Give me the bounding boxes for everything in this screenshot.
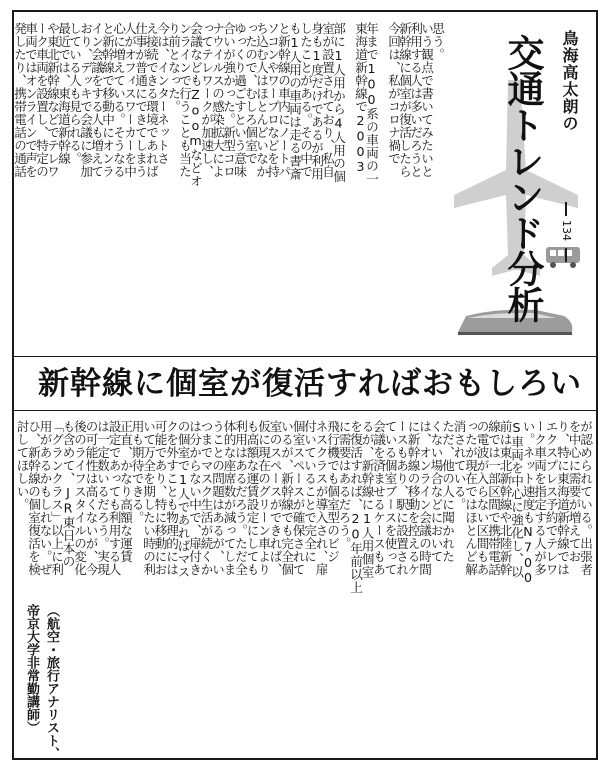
frame-top-rule <box>12 10 598 12</box>
body-bottom-line: ただ、他の人に聞かれた <box>440 420 455 563</box>
column-number-text: 134 <box>560 220 573 241</box>
body-bottom-line: ったが現在ではほとんど解 <box>463 420 478 576</box>
body-bottom-line: くない場合などにおいて <box>428 420 444 563</box>
body-top-line: ソコンやワープロなどを持 <box>265 22 280 178</box>
body-top-line: 新幹線に個室が復活したら <box>397 22 412 178</box>
body-top-line: 最近では、東海道新幹線 <box>56 22 71 165</box>
column-author: 鳥海高太朗の <box>560 30 579 132</box>
body-bottom-line: 仮に現在のグリーン車より <box>256 420 271 576</box>
body-bottom-line: に需要はあるだろう。 <box>336 420 352 550</box>
body-bottom-line: いて万全を期したい時の利 <box>141 420 156 576</box>
body-top-line: と新幹線で移動中にオンラ <box>100 22 115 178</box>
body-bottom-line: 用があるかもしれない。ぜ <box>37 420 53 576</box>
body-bottom-line: が認められている。出張者 <box>578 420 593 576</box>
body-bottom-line: も高額な運賃設定にしても <box>244 420 260 576</box>
body-bottom-line: 線では一部区間で携帯電話 <box>486 420 501 576</box>
body-bottom-line: 個室スペースが確保されて <box>290 420 306 576</box>
body-top-line: ってテレワークが加速し、 <box>199 22 214 178</box>
body-top-line: 心に増えている。そうなる <box>111 22 126 178</box>
body-bottom-line: 消されている。 <box>451 420 467 511</box>
body-bottom-line: るが、新幹線に1人用個室 <box>359 420 375 579</box>
body-top-line: ったので、むしろ個室で <box>243 22 258 165</box>
body-top-line: 思う。 <box>430 22 445 61</box>
body-bottom-line: は分からない中で、扉付き <box>187 420 202 576</box>
body-bottom-line: ーク車両を指定する人が多 <box>532 420 547 576</box>
frame-right-rule <box>596 10 598 760</box>
body-bottom-line: の個室で1人であればマス <box>175 420 191 579</box>
body-top-line: り前となった。 <box>166 22 181 113</box>
body-bottom-line: 「グランクラス」以上に利 <box>49 420 64 576</box>
column-header-box <box>448 20 590 346</box>
body-bottom-line: いるが、新幹線でも完全個 <box>279 420 294 576</box>
body-bottom-line: り、特に東海道新幹線では <box>555 420 570 576</box>
body-top-line: ゆっくり過ごすという意味 <box>232 22 247 178</box>
body-bottom-line: 会議を済ませるケースもあ <box>371 420 386 576</box>
body-top-line: イン会議をする人も増えて <box>89 22 104 178</box>
body-top-line: 合いが強かった。新型コロ <box>221 22 236 178</box>
body-bottom-line: エクスプレス予約でテレワ <box>543 420 559 576</box>
number-bottom-rule <box>565 248 567 262</box>
body-bottom-line: 可能であり、特に移動にお <box>152 420 168 576</box>
body-bottom-line: 飛行機でも個室型のビジ <box>325 420 340 563</box>
body-top-line: ンラインで行うことも当た <box>177 22 192 178</box>
body-bottom-line: に新幹線の移動を控えるケ <box>405 420 421 576</box>
body-bottom-line: ひ、新幹線の個室復活を検 <box>26 420 41 576</box>
body-bottom-line: 利用はあるだろう。ただ全 <box>233 420 248 576</box>
body-bottom-line: は一定数いるだろう。実現 <box>95 420 110 576</box>
body-bottom-line: の可能性は高くないが、今 <box>83 420 99 576</box>
body-bottom-line: の電波が入らない区間もあ <box>474 420 490 576</box>
body-top-line: ーク車両を設置し、特定の <box>34 22 49 178</box>
body-bottom-line: クを外すことも物理的には <box>164 420 179 576</box>
body-bottom-line: 室のスペースができれば、 <box>267 420 283 576</box>
headline-top-rule <box>14 356 596 357</box>
body-top-line <box>347 22 358 344</box>
number-top-rule <box>565 202 567 216</box>
body-bottom-line: い。ネット速度もN700 <box>520 420 536 586</box>
body-top-line: 車両ではオンラインで声を <box>23 22 38 178</box>
body-top-line: 年まで100系の車両の一 <box>364 22 379 186</box>
body-top-line: したことがある。その中で <box>298 22 313 178</box>
body-top-line: 人がオフィスワーカーを中 <box>122 22 137 178</box>
body-top-line: している人も見られる。 <box>67 22 82 165</box>
body-top-line: 身も1度だけであるが利用 <box>309 22 324 181</box>
body-bottom-line: 前は東北新幹線や北陸新幹 <box>497 420 513 576</box>
body-top-line: 室が設置されており、私自 <box>320 22 335 178</box>
body-bottom-line: うことの問題はあるが、い <box>210 420 225 576</box>
body-bottom-line: ネスクラスが導入され、扉 <box>313 420 329 576</box>
body-bottom-line: 討してほしい。 <box>14 420 30 511</box>
frame-bottom-rule <box>12 758 598 760</box>
body-bottom-line: つまでマスク生活が続くか <box>198 420 214 576</box>
body-bottom-line: ースもあり、駅に設置され <box>394 420 409 576</box>
body-top-line: ナウイルスの感染拡大によ <box>210 22 225 178</box>
body-top-line: 今回は、私がコロナ禍で <box>386 22 401 165</box>
body-top-line: 会議などもZoomなどオ <box>188 22 203 188</box>
body-bottom-line: 体的な座席数が減ってしま <box>221 420 237 576</box>
body-top-line: 発したり、携帯電話の通話 <box>12 22 27 178</box>
body-bottom-line: 設定であっても利用する人 <box>106 420 122 576</box>
body-bottom-line: 正直、かなり高額な運賃 <box>118 420 133 563</box>
body-top-line: も1人用の車両は走る書斎 <box>287 22 302 181</box>
body-top-line <box>380 22 391 344</box>
body-bottom-line: を中心に需要が増えてお <box>566 420 582 563</box>
column-number <box>552 202 582 272</box>
body-top-line: と新幹線の車内にノートパ <box>276 22 291 178</box>
body-top-line: 部に1人用から4人用の個 <box>331 22 346 183</box>
body-top-line: や東北新幹線などでテレワ <box>45 22 60 178</box>
body-bottom-line: 後のライフスタイルの変化 <box>72 420 87 576</box>
body-bottom-line: 用も期待できる。 <box>129 420 145 524</box>
body-top-line: 仕事が普通にできてしまう <box>133 22 148 178</box>
column-title: 交通トレンド分析 <box>501 34 544 322</box>
body-top-line: 東海道新幹線で2003 <box>353 22 368 175</box>
body-bottom-line: S車両を中心に強化し、以 <box>509 420 524 579</box>
body-bottom-line: ている個室ブースを使って <box>382 420 398 576</box>
body-top-line: いう観点で書いてみたいと <box>419 22 434 178</box>
body-bottom-line: を復活すれば、20年前以上 <box>348 420 363 594</box>
body-bottom-line: も含めて、JR東日本の <box>60 420 76 568</box>
body-top-line: 利用する人は多いだろうと <box>408 22 423 178</box>
body-top-line: え接続できる環境であれば <box>144 22 159 178</box>
body-top-line: おり、デッキで会議に参加 <box>78 22 93 178</box>
body-top-line: 今は、インターネットさ <box>155 22 170 165</box>
signature-role: （航空・旅行アナリスト、 <box>44 604 59 760</box>
body-bottom-line: 付いていることで完全に <box>302 420 317 563</box>
headline: 新幹線に個室が復活すればおもしろい <box>38 366 582 402</box>
signature-affiliation: 帝京大学非常勤講師） <box>24 604 39 734</box>
headline-bottom-rule <box>14 410 596 411</box>
body-top-line: ち込む人はほとんどいなか <box>254 22 269 178</box>
body-bottom-line: は、オンライン会議の時間 <box>417 420 432 576</box>
